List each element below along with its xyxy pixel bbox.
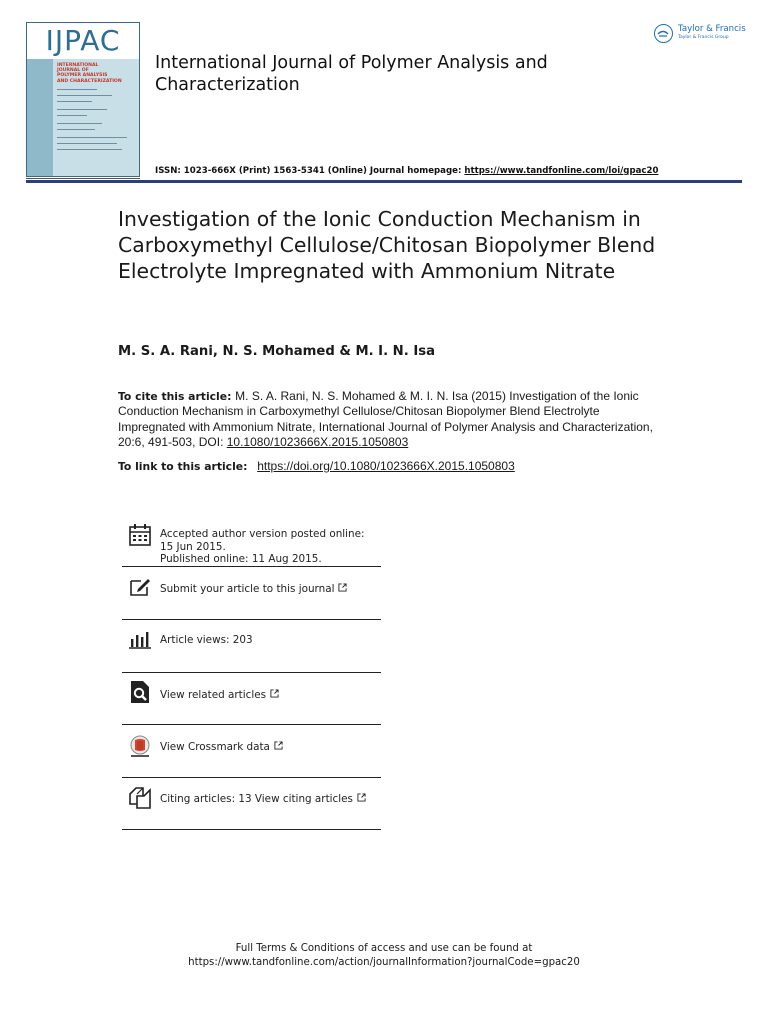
accepted-date: Accepted author version posted online: 15 Jun 2015. [160, 528, 365, 553]
cover-text-line [57, 129, 95, 130]
doi-link[interactable]: 10.1080/1023666X.2015.1050803 [226, 435, 409, 450]
related-articles-label: View related articles [160, 689, 267, 701]
search-document-icon [128, 680, 152, 704]
citing-articles-label: Citing articles: 13 View citing articles [160, 793, 353, 805]
publisher-name: Taylor & Francis [678, 24, 746, 34]
external-link-icon [270, 689, 279, 698]
panel-divider [122, 777, 381, 778]
citation-block [118, 389, 653, 451]
edit-icon [128, 575, 152, 599]
panel-divider [122, 724, 381, 725]
article-views: Article views: 203 [160, 634, 253, 646]
cover-logo: IJPAC [27, 23, 139, 59]
related-articles-link[interactable] [160, 689, 279, 702]
publisher-sub: Taylor & Francis Group [678, 35, 729, 40]
footer-terms-link[interactable]: https://www.tandfonline.com/action/journalInformation?journalCode=gpac20 [188, 957, 580, 968]
header-rule [26, 180, 742, 183]
cover-text-line [57, 95, 112, 96]
cover-text-line [57, 123, 102, 124]
bar-chart-icon [128, 627, 152, 651]
panel-divider [122, 566, 381, 567]
panel-divider [122, 672, 381, 673]
article-title: Investigation of the Ionic Conduction Mechanism in Carboxymethyl Cellulose/Chitosan Biopolymer Blend Electrolyte Impregnated with Ammonium Nitrate [118, 207, 656, 283]
crossmark-link[interactable] [160, 741, 283, 754]
crossmark-row[interactable] [122, 734, 381, 778]
cover-text-line [57, 89, 97, 90]
article-doi-link[interactable]: https://doi.org/10.1080/1023666X.2015.1050803 [257, 459, 515, 473]
journal-homepage-link[interactable]: https://www.tandfonline.com/loi/gpac20 [464, 166, 659, 176]
calendar-icon [128, 523, 152, 547]
related-articles-row[interactable] [122, 680, 381, 726]
submit-article-label: Submit your article to this journal [160, 583, 335, 595]
citing-articles-link[interactable] [160, 793, 366, 806]
external-link-icon [338, 583, 347, 592]
citation-text: M. S. A. Rani, N. S. Mohamed & M. I. N. Isa (2015) Investigation of the Ionic Conduction Mechanism in Carboxymethyl Cellulose/Chitosan Biopolymer Blend Electrolyte Impregnated with Ammonium Nitrate, International Journal of Polymer Analysis and Characterization, 20:6, 491-503, DOI: [118, 389, 653, 450]
copy-document-icon [128, 786, 152, 810]
external-link-icon [357, 793, 366, 802]
cover-text-line [57, 109, 107, 110]
publisher-logo[interactable] [654, 22, 744, 46]
submit-article-link[interactable] [160, 583, 347, 596]
article-link-line [118, 459, 515, 473]
citation-label: To cite this article: [118, 390, 236, 403]
citing-articles-row[interactable] [122, 786, 381, 832]
cover-text-line [57, 101, 92, 102]
cover-line: JOURNAL OF [57, 68, 89, 74]
issn-line [155, 166, 658, 176]
header-thin-rule [26, 178, 140, 179]
publication-history [122, 523, 381, 567]
cover-text-line [57, 137, 127, 138]
cover-line: AND CHARACTERIZATION [57, 78, 122, 84]
cover-text-line [57, 115, 87, 116]
issn-text: ISSN: 1023-666X (Print) 1563-5341 (Online) Journal homepage: [155, 166, 465, 176]
footer-line: Full Terms & Conditions of access and use can be found at [235, 943, 533, 954]
crossmark-icon [128, 734, 152, 758]
journal-title: International Journal of Polymer Analysis and Characterization [155, 53, 548, 95]
cover-line: INTERNATIONAL [57, 63, 99, 68]
cover-text-line [57, 143, 117, 144]
article-views-row[interactable] [122, 627, 381, 674]
external-link-icon [274, 741, 283, 750]
footer-terms [0, 942, 768, 970]
panel-divider [122, 829, 381, 830]
publisher-emblem-icon [654, 24, 673, 43]
cover-text-line [57, 149, 122, 150]
panel-divider [122, 619, 381, 620]
published-date: Published online: 11 Aug 2015. [160, 553, 322, 565]
journal-cover[interactable] [26, 22, 140, 177]
submit-article-row[interactable] [122, 575, 381, 621]
article-authors: M. S. A. Rani, N. S. Mohamed & M. I. N. Isa [118, 344, 435, 359]
cover-line: POLYMER ANALYSIS [57, 73, 108, 79]
crossmark-label: View Crossmark data [160, 741, 270, 753]
cover-title [57, 63, 137, 84]
link-label: To link to this article: [118, 460, 252, 473]
